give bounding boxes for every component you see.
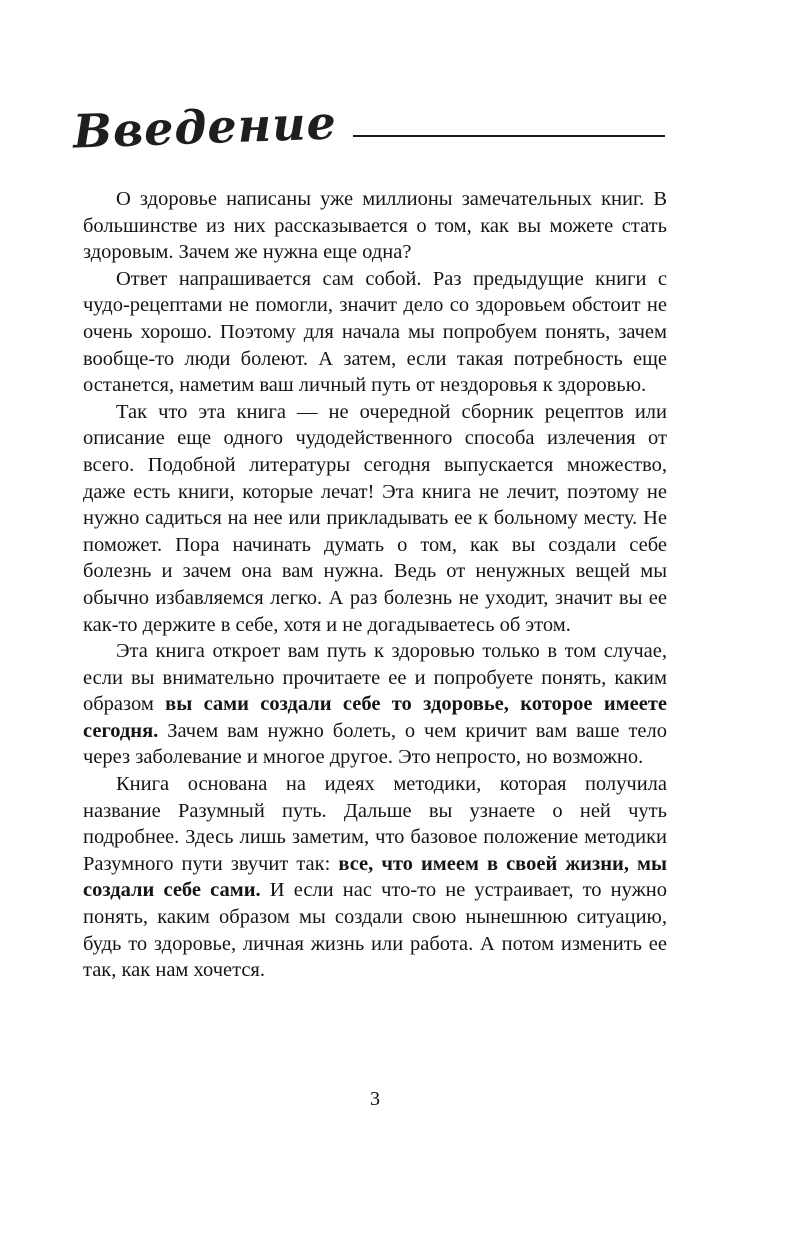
page-footer [83,1088,667,1111]
page-number: 3 [370,1088,380,1110]
paragraph [83,266,667,399]
body-text [83,186,667,984]
text-segment: Так что эта книга — не очередной сборник рецептов или описание еще одного чудодейственного способа излечения от всего. Подобной литературы сегодня выпускается множество, даже есть книги, которые лечат! Эта книга не лечит, поэтому не нужно садиться на нее или прикладывать ее к больному месту. Не поможет. Пора начинать думать о том, как вы создали себе болезнь и зачем она вам нужна. Ведь от ненужных вещей мы обычно избавляемся легко. А раз болезнь не уходит, значит вы ее как-то держите в себе, хотя и не догадываетесь об этом. [83,400,667,636]
text-segment: Книга основана на идеях методики, которая получила название Разумный путь. Дальше вы узнаете о ней чуть подробнее. Здесь лишь заметим, что базовое положение методики Разумного пути звучит так: [83,773,667,875]
text-segment: О здоровье написаны уже миллионы замечательных книг. В большинстве из них рассказывается о том, как вы можете стать здоровым. Зачем же нужна еще одна? [83,188,667,264]
paragraph [83,399,667,638]
paragraph [83,771,667,984]
chapter-title-rule [353,135,665,137]
text-segment: Эта книга откроет вам путь к здоровью только в том случае, если вы внимательно прочитаете ее и попробуете понять, каким образом [83,640,667,716]
paragraph [83,186,667,266]
bold-text-segment: все, что имеем в своей жизни, мы создали себе сами. [83,852,667,902]
text-segment: И если нас что-то не устраивает, то нужно понять, каким образом мы создали свою нынешнюю ситуацию, будь то здоровье, личная жизнь или работа. А потом изменить ее так, как нам хочется. [83,879,668,982]
text-segment: Ответ напрашивается сам собой. Раз предыдущие книги с чудо-рецептами не помогли, значит дело со здоровьем обстоит не очень хорошо. Поэтому для начала мы попробуем понять, зачем вообще-то люди болеют. А затем, если такая потребность еще останется, наметим ваш личный путь от нездоровья к здоровью. [83,267,667,397]
text-segment: Зачем вам нужно болеть, о чем кричит вам ваше тело через заболевание и многое другое. Это непросто, но возможно. [83,719,667,769]
bold-text-segment: вы сами создали себе то здоровье, которое имеете сегодня. [83,693,667,742]
chapter-title: Введение [72,95,338,159]
chapter-header [72,95,665,159]
paragraph [83,638,667,771]
